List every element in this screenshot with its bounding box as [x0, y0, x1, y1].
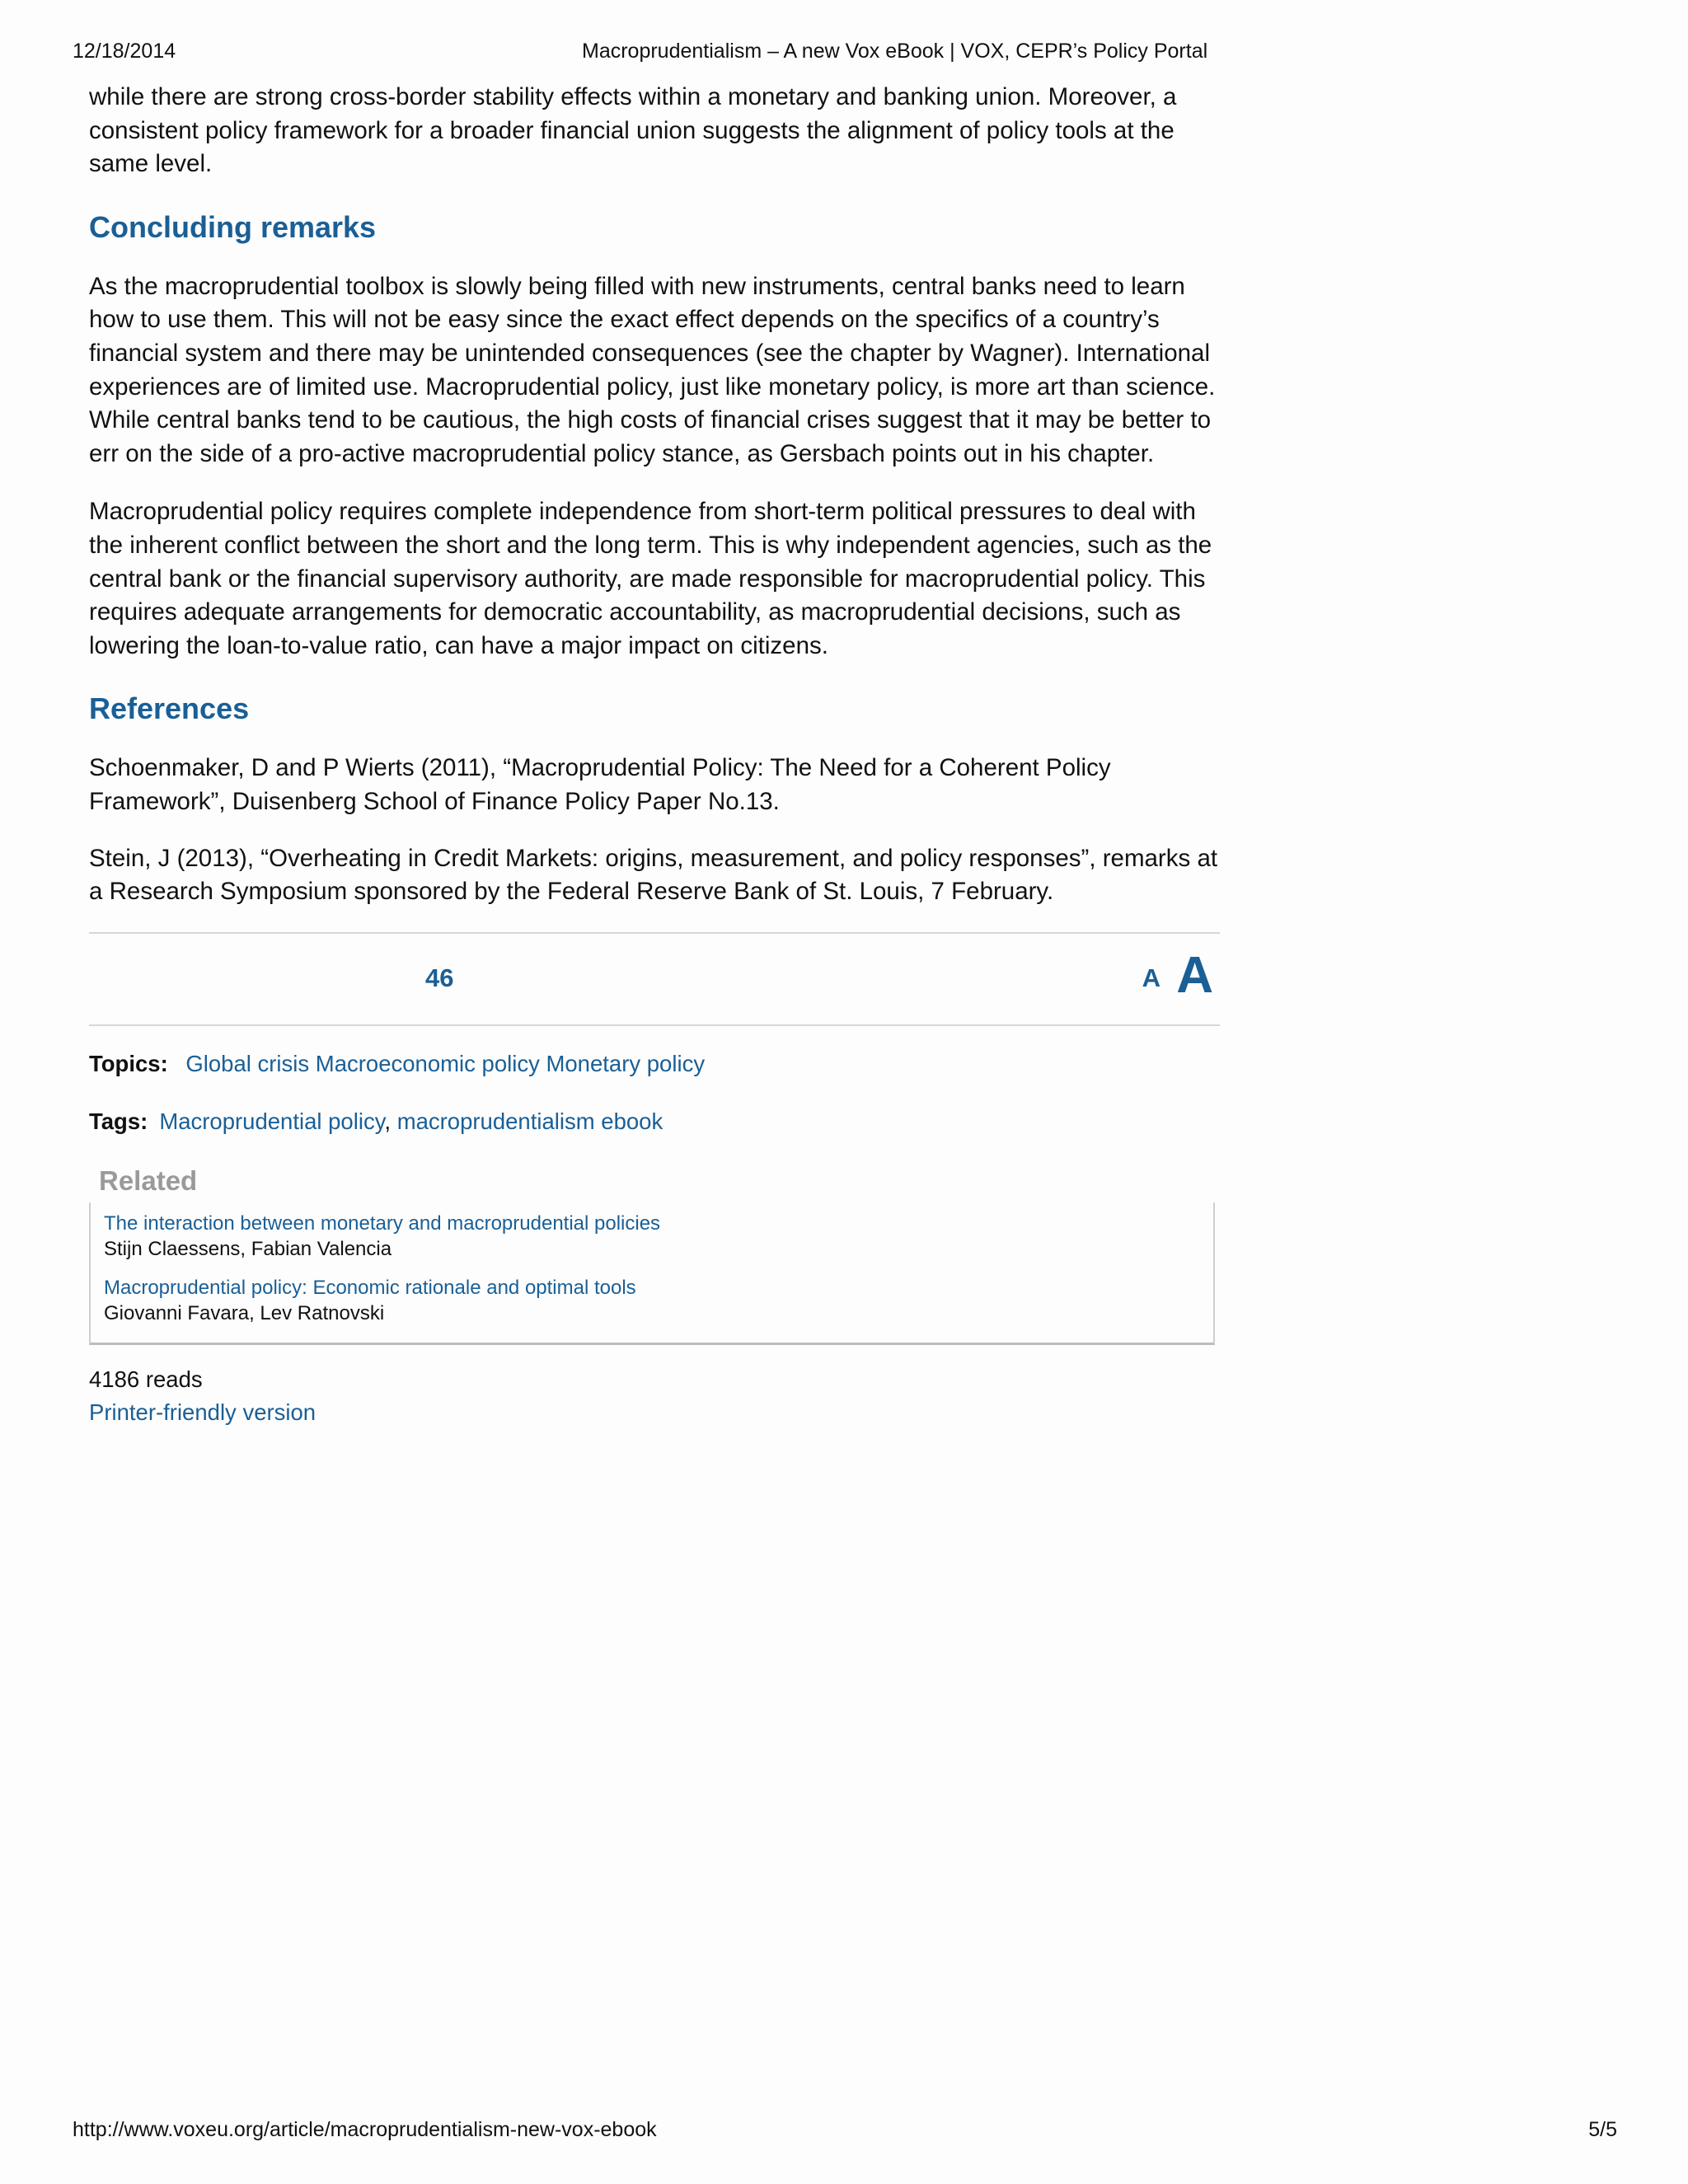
references-heading: References [89, 691, 250, 726]
tags-row [89, 1107, 1220, 1137]
concluding-heading: Concluding remarks [89, 209, 377, 244]
related-item [104, 1275, 1213, 1326]
related-item-authors: Giovanni Favara, Lev Ratnovski [104, 1301, 385, 1324]
topics-row [89, 1049, 1220, 1079]
reference-item: Schoenmaker, D and P Wierts (2011), “Macroprudential Policy: The Need for a Coherent Policy Framework”, Duisenberg School of Finance Policy Paper No.13. [89, 754, 1111, 815]
related-item [104, 1211, 1213, 1262]
share-count: 46 [425, 963, 454, 992]
print-url: http://www.voxeu.org/article/macroprudentialism-new-vox-ebook [73, 2118, 657, 2141]
related-item-authors: Stijn Claessens, Fabian Valencia [104, 1237, 392, 1260]
topic-link-monetary-policy[interactable]: Monetary policy [546, 1050, 706, 1076]
tag-separator: , [384, 1108, 392, 1134]
topics-label: Topics: [89, 1050, 168, 1076]
related-item-link[interactable]: Macroprudential policy: Economic rationale and optimal tools [104, 1276, 636, 1299]
concluding-paragraph: As the macroprudential toolbox is slowly being filled with new instruments, central banks need to learn how to use them. This will not be easy since the exact effect depends on the specifics of a country’s financial system and there may be unintended consequences (see the chapter by Wagner). International experiences are of limited use. Macroprudential policy, just like monetary policy, is more art than science. While central banks tend to be cautious, the high costs of financial crises suggest that it may be better to err on the side of a pro-active macroprudential policy stance, as Gersbach points out in his chapter. [89, 272, 1216, 467]
printer-friendly-link[interactable]: Printer-friendly version [89, 1399, 316, 1425]
tags-label: Tags: [89, 1108, 148, 1134]
font-increase-button[interactable]: A [1176, 946, 1213, 1004]
print-header [73, 40, 1617, 69]
related-heading: Related [99, 1165, 198, 1196]
print-page-number: 5/5 [1588, 2118, 1617, 2141]
article-toolbar [89, 932, 1220, 1026]
topic-link-global-crisis[interactable]: Global crisis [185, 1050, 310, 1076]
concluding-paragraph: Macroprudential policy requires complete independence from short-term political pressures to deal with the inherent conflict between the short and the long term. This is why independent agencies, such as the central bank or the financial supervisory authority, are made responsible for macroprudential policy. This requires adequate arrangements for democratic accountability, as macroprudential decisions, such as lowering the loan-to-value ratio, can have a major impact on citizens. [89, 498, 1212, 659]
intro-paragraph: while there are strong cross-border stability effects within a monetary and banking union. Moreover, a consistent policy framework for a broader financial union suggests the alignment of policy tools at the same level. [89, 83, 1177, 178]
reference-item: Stein, J (2013), “Overheating in Credit Markets: origins, measurement, and policy responses”, remarks at a Research Symposium sponsored by the Federal Reserve Bank of St. Louis, 7 February. [89, 844, 1218, 906]
font-decrease-button[interactable]: A [1142, 963, 1160, 992]
print-date: 12/18/2014 [73, 40, 176, 63]
related-item-link[interactable]: The interaction between monetary and macroprudential policies [104, 1212, 661, 1235]
tag-link-macroprudential-policy[interactable]: Macroprudential policy [159, 1108, 385, 1134]
article-content [89, 81, 1220, 1429]
related-box [89, 1202, 1215, 1345]
print-page-title: Macroprudentialism – A new Vox eBook | VOX, CEPR’s Policy Portal [582, 40, 1208, 63]
print-footer [73, 2118, 1617, 2148]
tag-link-macroprudentialism-ebook[interactable]: macroprudentialism ebook [396, 1108, 663, 1134]
reads-count: 4186 reads [89, 1366, 203, 1392]
topic-link-macroeconomic-policy[interactable]: Macroeconomic policy [315, 1050, 540, 1076]
